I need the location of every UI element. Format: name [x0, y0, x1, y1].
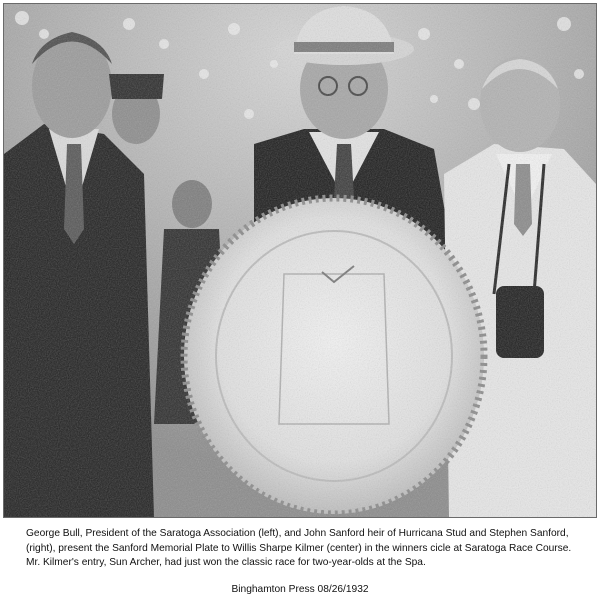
source-credit: Binghamton Press 08/26/1932	[231, 584, 369, 595]
photo-caption: George Bull, President of the Saratoga Association (left), and John Sanford heir of Hurricana Stud and Stephen Sanford, (right), present the Sanford Memorial Plate to Willis Sharpe Kilmer (center) in the winners cicle at Saratoga Race Course. Mr. Kilmer's entry, Sun Archer, had just won the classic race for two-year-olds at the Spa.	[26, 528, 572, 568]
newspaper-photo	[3, 3, 597, 518]
